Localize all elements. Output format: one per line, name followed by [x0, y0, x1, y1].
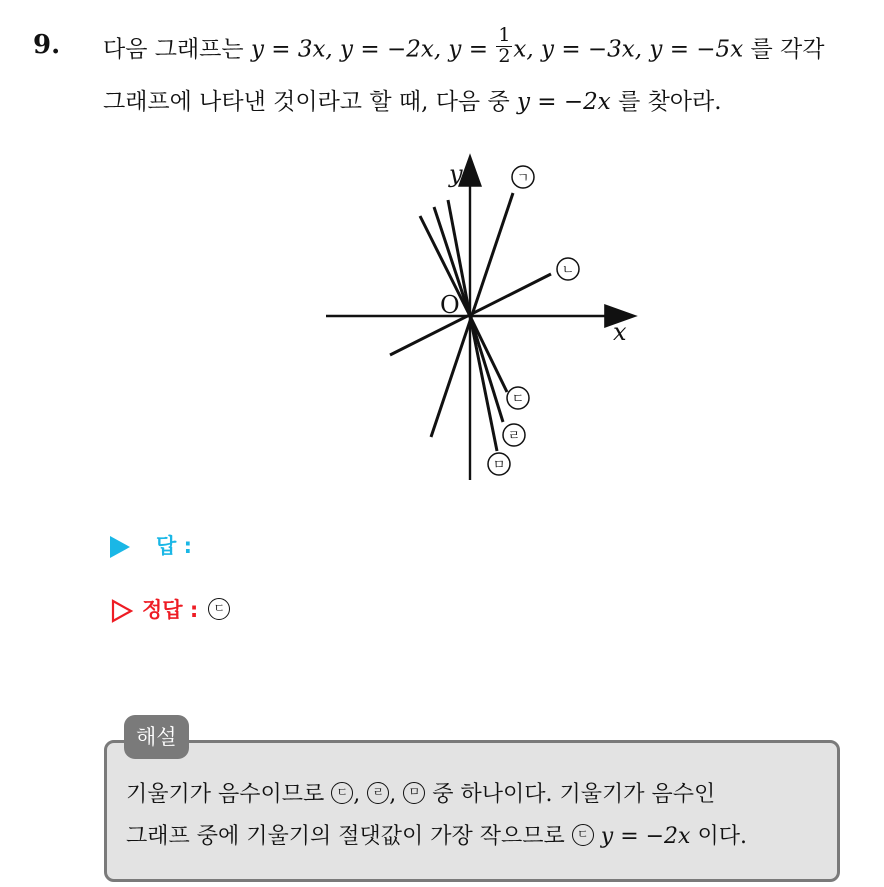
explanation-text: 그래프 중에 기울기의 절댓값이 가장 작으므로: [126, 824, 565, 849]
line-label-d-text: ㄹ: [507, 429, 521, 444]
question-text: 다음 그래프는: [103, 36, 244, 63]
correct-answer-value: ㄷ: [208, 598, 230, 620]
circled-choice: ㄷ: [572, 824, 594, 846]
explanation-text: 이다.: [697, 824, 747, 849]
line-label-b-text: ㄴ: [561, 263, 575, 278]
equation-list-rest: x, y = −3x, y = −5x: [513, 36, 744, 63]
line-label-c-text: ㄷ: [511, 392, 525, 407]
line-label-c: [507, 387, 529, 409]
question-number: 9.: [33, 30, 61, 60]
y-axis-label: y: [449, 160, 463, 188]
graph-line-c-lower: [470, 316, 507, 392]
line-label-a-text: ㄱ: [516, 171, 530, 186]
line-label-d: [503, 424, 525, 446]
circled-choice: ㄷ: [331, 782, 353, 804]
line-label-e: [488, 453, 510, 475]
fraction-numerator: 1: [498, 24, 511, 46]
explanation-tag: 해설: [124, 715, 189, 759]
question-text-suffix: 를 찾아라.: [618, 89, 722, 115]
line-label-a: [512, 166, 534, 188]
outlined-triangle-icon: [110, 599, 134, 623]
answer-row: [110, 530, 192, 560]
correct-answer-row: [110, 594, 230, 624]
graph-line-e-lower: [470, 316, 497, 451]
explanation-text: 기울기가 음수이므로: [126, 782, 325, 807]
explanation-text: 중 하나이다. 기울기가 음수인: [432, 782, 716, 807]
explanation-box: [104, 740, 840, 882]
explanation-line2: [126, 819, 747, 850]
answer-label: 답 :: [156, 534, 192, 558]
line-label-b: [557, 258, 579, 280]
question-text-suffix: 를 각각: [750, 36, 825, 63]
fraction-denominator: 2: [498, 44, 511, 67]
target-equation: y = −2x: [516, 89, 611, 115]
question-text: 그래프에 나타낸 것이라고 할 때, 다음 중: [103, 89, 510, 115]
answer-arrow-icon: [110, 536, 130, 558]
explanation-equation: y = −2x: [600, 824, 691, 849]
circled-choice: ㅁ: [403, 782, 425, 804]
x-axis-label: x: [613, 318, 627, 346]
correct-answer-label: 정답 :: [142, 598, 199, 622]
line-label-e-text: ㅁ: [492, 458, 506, 473]
equation-list: y = 3x, y = −2x, y =: [250, 36, 489, 63]
explanation-line1: 기울기가 음수이므로 ㄷ , ㄹ , ㅁ 중 하나이다. 기울기가 음수인: [126, 782, 716, 807]
circled-choice: ㄹ: [367, 782, 389, 804]
origin-label: O: [440, 291, 460, 319]
